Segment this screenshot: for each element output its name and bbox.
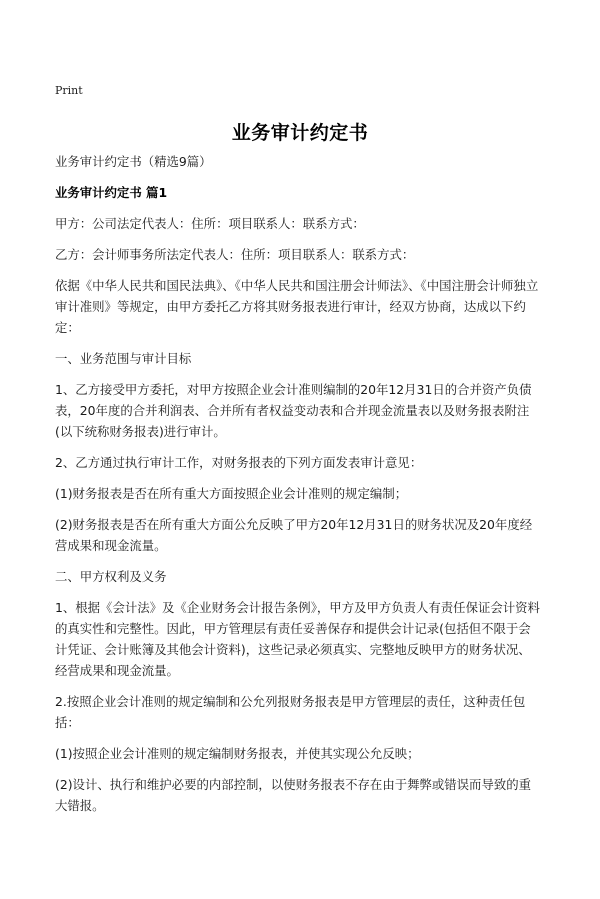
clause-paragraph: 1、根据《会计法》及《企业财务会计报告条例》，甲方及甲方负责人有责任保证会计资料的真实性和完整性。因此，甲方管理层有责任妥善保存和提供会计记录(包括但不限于会计凭证、会计账簿及其他会计资料)，这些记录必须真实、完整地反映甲方的财务状况、经营成果和现金流量。 [55, 600, 540, 678]
document-title: 业务审计约定书 [231, 122, 369, 144]
clause-paragraph: 2、乙方通过执行审计工作，对财务报表的下列方面发表审计意见： [55, 455, 423, 470]
preamble-paragraph: 依据《中华人民共和国民法典》、《中华人民共和国注册会计师法》、《中国注册会计师独立审计准则》等规定，由甲方委托乙方将其财务报表进行审计，经双方协商，达成以下约定： [55, 278, 539, 335]
section-one-heading: 一、业务范围与审计目标 [55, 351, 192, 366]
document-subtitle: 业务审计约定书（精选9篇） [55, 154, 212, 169]
party-a-line: 甲方：公司法定代表人：住所：项目联系人：联系方式： [55, 216, 365, 231]
clause-paragraph: (1)财务报表是否在所有重大方面按照企业会计准则的规定编制； [55, 486, 408, 501]
party-b-line: 乙方：会计师事务所法定代表人：住所：项目联系人：联系方式： [55, 247, 415, 262]
document-body [55, 151, 542, 826]
clause-paragraph: 2.按照企业会计准则的规定编制和公允列报财务报表是甲方管理层的责任，这种责任包括： [55, 694, 526, 730]
section-heading: 业务审计约定书 篇1 [55, 185, 168, 200]
clause-paragraph: 1、乙方接受甲方委托，对甲方按照企业会计准则编制的20年12月31日的合并资产负债表，20年度的合并利润表、合并所有者权益变动表和合并现金流量表以及财务报表附注(以下统称财务报表)进行审计。 [55, 382, 532, 439]
clause-paragraph: (2)财务报表是否在所有重大方面公允反映了甲方20年12月31日的财务状况及20年度经营成果和现金流量。 [55, 517, 533, 553]
section-two-heading: 二、甲方权利及义务 [55, 569, 167, 584]
clause-paragraph: (1)按照企业会计准则的规定编制财务报表，并使其实现公允反映； [55, 746, 420, 761]
clause-paragraph: (2)设计、执行和维护必要的内部控制，以使财务报表不存在由于舞弊或错误而导致的重大错报。 [55, 777, 532, 813]
print-label: Print [55, 84, 83, 97]
